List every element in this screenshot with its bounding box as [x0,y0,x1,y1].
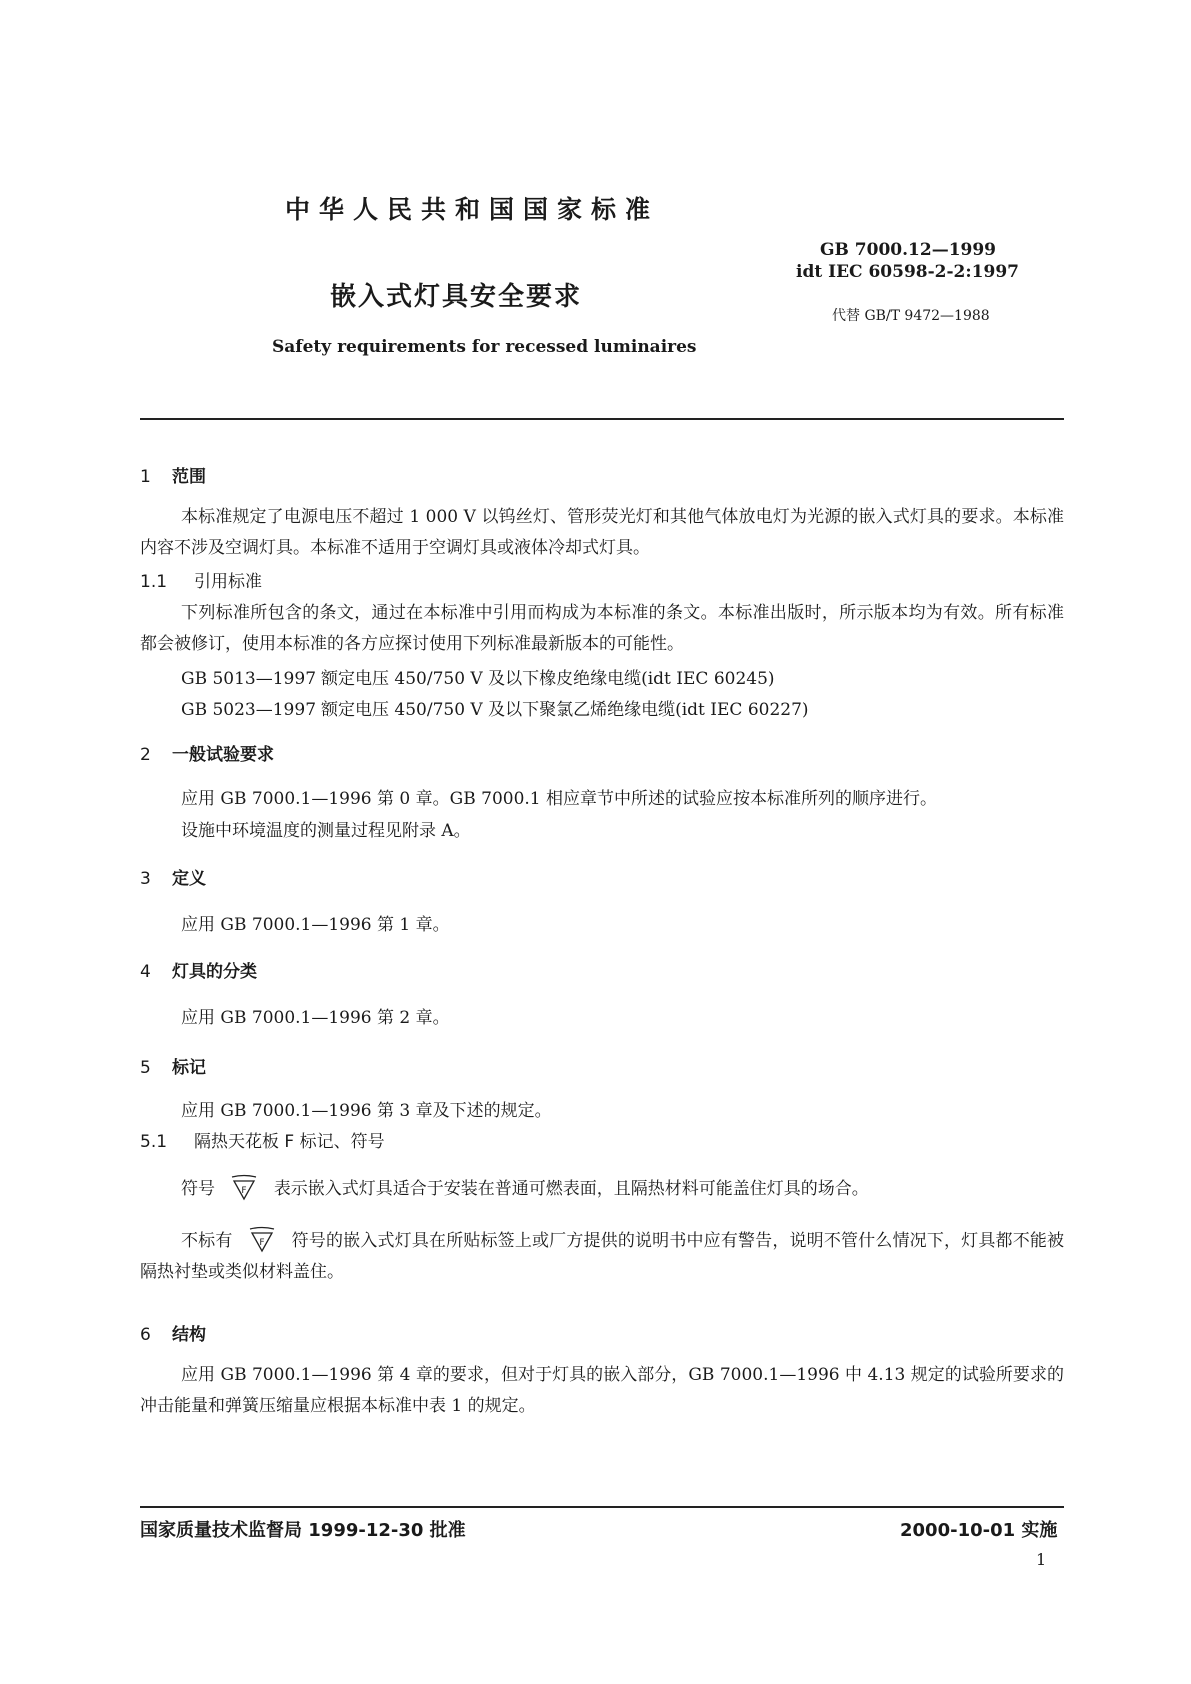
section-number: 2 [140,745,151,765]
reference-code: GB 5023—1997 [181,700,317,720]
section-title: 范围 [172,467,206,487]
header-divider [140,418,1064,420]
subsection-number: 5.1 [140,1132,168,1152]
subsection-heading-5-1 [140,1127,385,1152]
paragraph-references: 下列标准所包含的条文，通过在本标准中引用而构成为本标准的条文。本标准出版时，所示版本均为有效。所有标准都会被修订，使用本标准的各方应探讨使用下列标准最新版本的可能性。 [140,603,1064,654]
section-number: 6 [140,1325,151,1345]
section-number: 3 [140,869,151,889]
section-title: 结构 [172,1325,206,1345]
symbol-letter: F [259,1238,265,1248]
f-mark-symbol-icon [230,1174,258,1202]
replaces-standard: 代替 GB/T 9472—1988 [832,308,990,324]
section-title: 一般试验要求 [172,745,274,765]
paragraph-line: 应用 GB 7000.1—1996 第 0 章。GB 7000.1 相应章节中所述的试验应按本标准所列的顺序进行。 [181,789,938,809]
section-heading-5 [140,1053,206,1078]
footer-divider [140,1506,1064,1508]
page-number: 1 [1036,1550,1047,1569]
text-run: 符号 [181,1179,215,1199]
section-heading-4 [140,957,257,982]
document-title: 嵌入式灯具安全要求 [330,282,583,312]
section-title: 标记 [172,1058,206,1078]
subsection-number: 1.1 [140,572,168,592]
symbol-letter: F [241,1186,247,1196]
text-run: 表示嵌入式灯具适合于安装在普通可燃表面，且隔热材料可能盖住灯具的场合。 [273,1179,869,1199]
section-heading-2 [140,740,274,765]
reference-code: GB 5013—1997 [181,669,317,689]
reference-text: 额定电压 450/750 V 及以下橡皮绝缘电缆(idt IEC 60245) [321,669,775,689]
paragraph-line: 应用 GB 7000.1—1996 第 3 章及下述的规定。 [181,1101,552,1121]
section-heading-1 [140,462,206,487]
section-number: 1 [140,467,151,487]
section-heading-3 [140,864,206,889]
subsection-title: 隔热天花板 F 标记、符号 [194,1132,385,1152]
text-run: 不标有 [181,1231,233,1251]
approval-line: 国家质量技术监督局 1999-12-30 批准 [140,1520,466,1541]
document-title-en: Safety requirements for recessed luminaires [272,337,697,357]
standard-number: GB 7000.12—1999 [820,240,997,260]
standard-title-cn: 中华人民共和国国家标准 [285,195,660,224]
paragraph-structure: 应用 GB 7000.1—1996 第 4 章的要求，但对于灯具的嵌入部分，GB 7000.1—1996 中 4.13 规定的试验所要求的冲击能量和弹簧压缩量应根据本标准中表 1 的规定。 [140,1365,1064,1416]
reference-text: 额定电压 450/750 V 及以下聚氯乙烯绝缘电缆(idt IEC 60227) [321,700,809,720]
reference-item [181,695,809,720]
section-title: 定义 [172,869,206,889]
text-run: 符号的嵌入式灯具在所贴标签上或厂方提供的说明书中应有警告，说明不管什么情况下，灯具都不能被隔热衬垫或类似材料盖住。 [140,1231,1065,1282]
paragraph-line [181,1174,869,1202]
f-mark-symbol-icon [248,1226,276,1254]
section-heading-6 [140,1320,206,1345]
identical-reference: idt IEC 60598-2-2:1997 [796,262,1019,282]
paragraph-warning [140,1226,1064,1288]
paragraph-scope: 本标准规定了电源电压不超过 1 000 V 以钨丝灯、管形荧光灯和其他气体放电灯为光源的嵌入式灯具的要求。本标准内容不涉及空调灯具。本标准不适用于空调灯具或液体冷却式灯具。 [140,507,1064,558]
subsection-title: 引用标准 [194,572,262,592]
paragraph-line: 应用 GB 7000.1—1996 第 2 章。 [181,1008,450,1028]
paragraph-line: 应用 GB 7000.1—1996 第 1 章。 [181,915,450,935]
paragraph-line: 设施中环境温度的测量过程见附录 A。 [181,821,471,841]
section-number: 5 [140,1058,151,1078]
implementation-date: 2000-10-01 实施 [900,1520,1058,1541]
section-number: 4 [140,962,151,982]
reference-item [181,664,775,689]
section-title: 灯具的分类 [172,962,257,982]
subsection-heading-1-1 [140,567,262,592]
